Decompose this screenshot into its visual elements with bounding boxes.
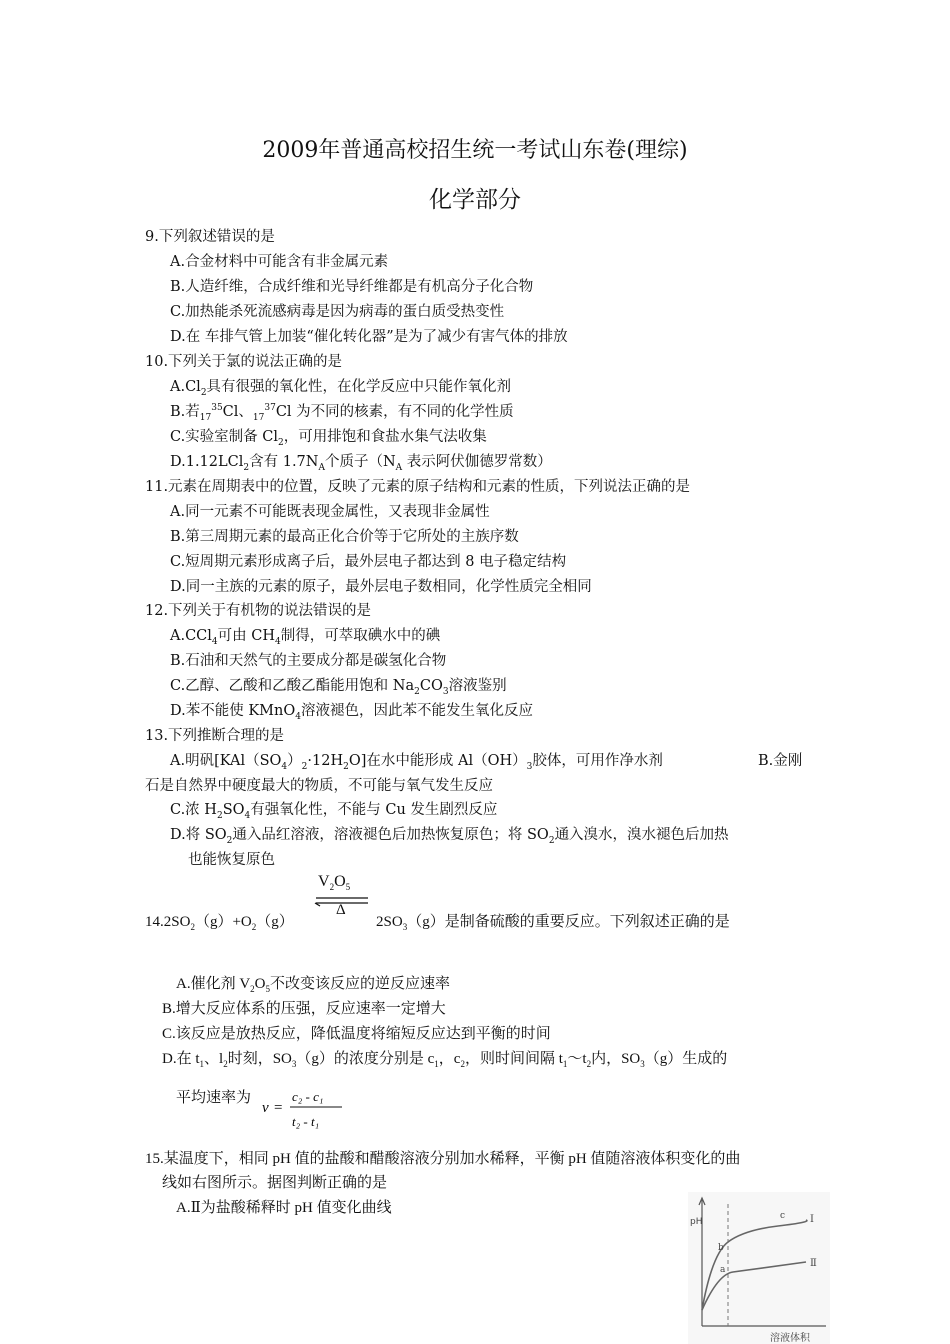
q14-option-a: A.催化剂 $V_2O_5$不改变该反应的逆反应速率 [176,976,451,994]
q9-option-c: C.加热能杀死流感病毒是因为病毒的蛋白质受热变性 [170,304,505,320]
q13-option-a: A.明矾$[KAl(SO_4)_2\cdot 12H_2O]$在水中能形成 $Al(OH)_3$胶体，可用作净水剂 [170,753,663,772]
q9-option-a: A.合金材料中可能含有非金属元素 [170,254,389,270]
q12-option-c: C.乙醇、乙酸和乙酸乙酯能用饱和 $Na_2CO_3$溶液鉴别 [170,678,507,697]
q13-option-b-cont: 石是自然界中硬度最大的物质，不可能与氧气发生反应 [145,778,493,794]
catalyst-label: $V_2O_5$ [318,873,351,893]
q15-stem-cont: 线如右图所示。据图判断正确的是 [162,1175,388,1191]
point-c-label: c [780,1211,786,1221]
q14-option-b: B.增大反应体系的压强，反应速率一定增大 [162,1001,446,1017]
point-b-label: b [718,1243,724,1253]
q10-option-a: $A.Cl_2$具有很强的氧化性，在化学反应中只能作氧化剂 [170,379,512,398]
q10-option-d: D.1.12LCl$_2$含有 $1.7N_A$个质子（$N_A$ 表示阿伏伽德罗常数） [170,454,552,473]
q13-stem: 13.下列推断合理的是 [145,728,285,744]
q12-option-b: B.石油和天然气的主要成分都是碳氢化合物 [170,653,447,669]
q13-option-c: C.浓 $H_2SO_4$有强氧化性，不能与 Cu 发生剧烈反应 [170,802,498,821]
q11-option-d: D.同一主族的元素的原子，最外层电子数相同，化学性质完全相同 [170,579,592,595]
q10-stem: 10.下列关于氯的说法正确的是 [145,354,343,370]
q14-option-d: D.在 $t_1$、$l_2$时刻，$SO_3(g)$的浓度分别是 $c_1$，$c_2$，则时间间隔 $t_1\sim t_2$内，$SO_3(g)$生成的 [162,1051,728,1069]
formula-v: v [262,1100,269,1116]
q10-option-c: C.实验室制备 $Cl_2$，可用排饱和食盐水集气法收集 [170,429,487,448]
q14-option-c: C.该反应是放热反应，降低温度将缩短反应达到平衡的时间 [162,1026,551,1042]
x-axis-label: 溶液体积 [770,1333,810,1344]
q13-option-b-start: B.金刚 [758,753,803,769]
q9-stem: 9.下列叙述错误的是 [145,229,275,245]
page-title: 2009年普通高校招生统一考试山东卷(理综) [262,138,688,163]
q15-option-a: A.Ⅱ为盐酸稀释时 pH 值变化曲线 [176,1200,392,1216]
q13-option-d: D.将 $SO_2$通入品红溶液，溶液褪色后加热恢复原色；将 $SO_2$通入溴水，溴水褪色后加热 [170,827,729,846]
q12-option-a: A.CCl$_4$可由 $CH_4$制得，可萃取碘水中的碘 [170,628,441,647]
q12-stem: 12.下列关于有机物的说法错误的是 [145,603,372,619]
formula-eq: = [274,1100,283,1116]
formula-numerator: c₂ - c₁ [292,1089,324,1104]
q14-stem: $14.2SO_2(g)+O_2(g)$ [145,914,294,932]
formula-denominator: t₂ - t₁ [292,1114,320,1129]
q15-stem: 15.某温度下，相同 pH 值的盐酸和醋酸溶液分别加水稀释，平衡 pH 值随溶液体积变化的曲 [145,1151,741,1167]
q11-option-a: A.同一元素不可能既表现金属性，又表现非金属性 [170,504,490,520]
y-axis-label: pH [690,1217,703,1227]
q10-option-b: B.若$_{17}^{35}$Cl、$_{17}^{37}$Cl 为不同的核素，有不同的化学性质 [170,403,514,423]
q9-option-b: B.人造纤维，合成纤维和光导纤维都是有机高分子化合物 [170,279,534,295]
q11-stem: 11.元素在周期表中的位置，反映了元素的原子结构和元素的性质，下列说法正确的是 [145,479,691,495]
curve-1-label: Ⅰ [810,1214,814,1225]
q14-stem-product: $2SO_3(g)$是制备硫酸的重要反应。下列叙述正确的是 [376,914,730,932]
q11-option-b: B.第三周期元素的最高正化合价等于它所处的主族序数 [170,529,519,545]
q11-option-c: C.短周期元素形成离子后，最外层电子都达到 8 电子稳定结构 [170,554,567,570]
q13-option-d-cont: 也能恢复原色 [188,852,275,868]
rate-formula [262,1085,352,1135]
q14-option-d-cont: 平均速率为 [176,1090,252,1106]
page-subtitle: 化学部分 [429,187,521,213]
ph-dilution-graph [688,1192,830,1344]
point-a-label: a [720,1265,726,1275]
q12-option-d: D.苯不能使 KMnO$_4$溶液褪色，因此苯不能发生氧化反应 [170,703,533,722]
q9-option-d: D.在 车排气管上加装“催化转化器”是为了减少有害气体的排放 [170,329,568,345]
heat-symbol: Δ [336,902,346,918]
curve-2-label: Ⅱ [810,1258,817,1269]
